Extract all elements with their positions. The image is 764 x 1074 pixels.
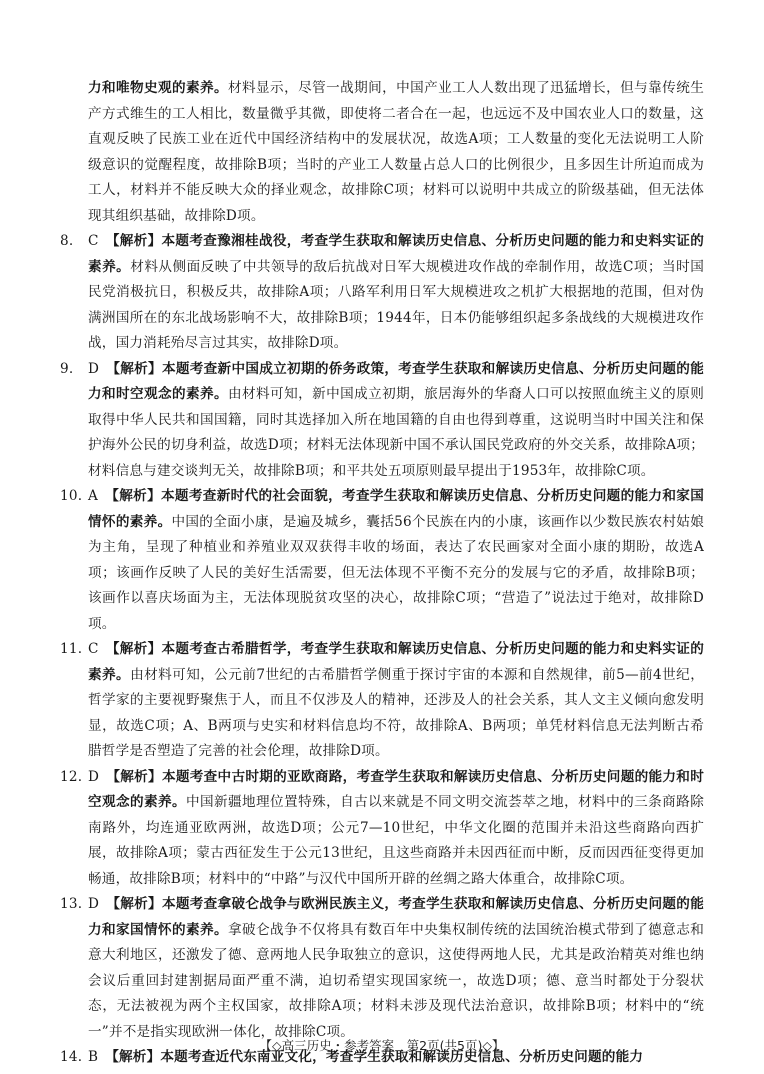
item-number: 9. [60, 360, 74, 377]
intro-paragraph [60, 76, 704, 229]
item-text: 由材料可知，公元前7世纪的古希腊哲学侧重于探讨宇宙的本源和自然规律，前5—前4世纪，哲学家的主要视野聚焦于人，而且不仅涉及人的精神，还涉及人的社会关系，其人文主义倾向愈发明显，故选C项；A、B两项与史实和材料信息均不符，故排除A、B两项；单凭材料信息无法判断古希腊哲学是否塑造了完善的社会伦理，故排除D项。 [88, 666, 704, 759]
item-tag: 【解析】 [113, 896, 162, 912]
item-answer: C [88, 233, 99, 249]
item-text: 由材料可知，新中国成立初期，旅居海外的华裔人口可以按照血统主义的原则取得中华人民共和国国籍，同时其选择加入所在地国籍的自由也得到尊重，这说明当时中国关注和保护海外公民的切身利益，故选D项；材料无法体现新中国不承认国民党政府的外交关系，故排除A项；材料信息与建交谈判无关，故排除B项；和平共处五项原则最早提出于1953年，故排除C项。 [88, 386, 704, 479]
item-tag: 【解析】 [113, 360, 162, 377]
intro-text: 材料显示，尽管一战期间，中国产业工人人数出现了迅猛增长，但与靠传统生产方式维生的工人相比，数量微乎其微，即使将二者合在一起，也远远不及中国农业人口的数量，这直观反映了民族工业在近代中国经济结构中的发展状况，故选A项；工人数量的变化无法说明工人阶级意识的觉醒程度，故排除B项；当时的产业工人数量占总人口的比例很少，且多因生计所迫而成为工人，材料并不能反映大众的择业观念，故排除C项；材料可以说明中共成立的阶级基础，但无法体现其组织基础，故排除D项。 [88, 80, 704, 224]
item-answer: B [88, 1049, 99, 1065]
item-8 [60, 229, 704, 357]
item-tag: 【解析】 [112, 488, 161, 504]
item-answer: D [88, 768, 100, 785]
item-13 [60, 892, 704, 1045]
item-number: 13. [60, 896, 83, 912]
item-12 [60, 765, 704, 893]
item-bold: 本题考查拿破仑战争与欧洲民族主义，考查学生获取和解读历史信息、分析历史问题的能力和家国情怀的素养。 [88, 896, 705, 938]
item-text: 拿破仑战争不仅将具有数百年中央集权制传统的法国统治模式带到了德意志和意大利地区，还激发了德、意两地人民争取独立的意识，这使得两地人民，尤其是政治精英对维也纳会议后重回封建割据局面严重不满，迫切希望实现国家统一，故选D项；德、意当时都处于分裂状态，无法被视为两个主权国家，故排除A项；材料未涉及现代法治意识，故排除B项；材料中的“统一”并不是指实现欧洲一体化，故排除C项。 [88, 921, 704, 1040]
answer-content [60, 76, 704, 1071]
item-text: 材料从侧面反映了中共领导的敌后抗战对日军大规模进攻作战的牵制作用，故选C项；当时国民党消极抗日，积极反共，故排除A项；八路军利用日军大规模进攻之机扩大根据地的范围，但对伪满洲国所在的东北战场影响不大，故排除B项；1944年，日本仍能够组织起多条战线的大规模进攻作战，国力消耗殆尽言过其实，故排除D项。 [88, 258, 704, 351]
item-bold: 本题考查近代东南亚文化，考查学生获取和解读历史信息、分析历史问题的能力 [160, 1049, 644, 1065]
item-bold: 本题考查古希腊哲学，考查学生获取和解读历史信息、分析历史问题的能力和史料实证的素养。 [88, 641, 705, 683]
item-9 [60, 357, 704, 485]
item-tag: 【解析】 [112, 1049, 161, 1065]
item-answer: D [88, 360, 100, 377]
page-footer: 【◇高三历史・参考答案 第2页(共5页)◇】 [259, 1038, 505, 1053]
item-answer: C [88, 641, 99, 657]
item-text: 中国的全面小康，是遍及城乡，囊括56个民族在内的小康，该画作以少数民族农村姑娘为主角，呈现了种植业和养殖业双双获得丰收的场面，表达了农民画家对全面小康的期盼，故选A项；该画作反映了人民的美好生活需要，但无法体现不平衡不充分的发展与它的矛盾，故排除B项；该画作以喜庆场面为主，无法体现脱贫攻坚的决心，故排除C项；“营造了”说法过于绝对，故排除D项。 [88, 513, 704, 632]
item-bold: 本题考查中古时期的亚欧商路，考查学生获取和解读历史信息、分析历史问题的能力和时空观念的素养。 [88, 768, 705, 810]
item-answer: D [88, 896, 100, 912]
item-number: 8. [60, 233, 74, 249]
item-bold: 本题考查新中国成立初期的侨务政策，考查学生获取和解读历史信息、分析历史问题的能力和时空观念的素养。 [88, 360, 705, 402]
item-number: 12. [60, 768, 83, 785]
item-tag: 【解析】 [113, 768, 162, 785]
item-bold: 本题考查新时代的社会面貌，考查学生获取和解读历史信息、分析历史问题的能力和家国情怀的素养。 [88, 488, 704, 530]
item-text: 中国新疆地理位置特殊，自古以来就是不同文明交流荟萃之地，材料中的三条商路除南路外，均连通亚欧两洲，故选D项；公元7—10世纪，中华文化圈的范围并未沿这些商路向西扩展，故排除A项；蒙古西征发生于公元13世纪，且这些商路并未因西征而中断，反而因西征变得更加畅通，故排除B项；材料中的“中路”与汉代中国所开辟的丝绸之路大体重合，故排除C项。 [88, 794, 704, 887]
item-tag: 【解析】 [112, 641, 162, 657]
item-tag: 【解析】 [112, 233, 162, 249]
item-number: 11. [60, 641, 83, 657]
item-bold: 本题考查豫湘桂战役，考查学生获取和解读历史信息、分析历史问题的能力和史料实证的素养。 [88, 233, 705, 275]
item-number: 10. [60, 488, 83, 504]
item-answer: A [88, 488, 99, 504]
intro-bold: 力和唯物史观的素养。 [88, 80, 229, 96]
item-10 [60, 484, 704, 637]
item-11 [60, 637, 704, 765]
item-number: 14. [60, 1049, 83, 1065]
